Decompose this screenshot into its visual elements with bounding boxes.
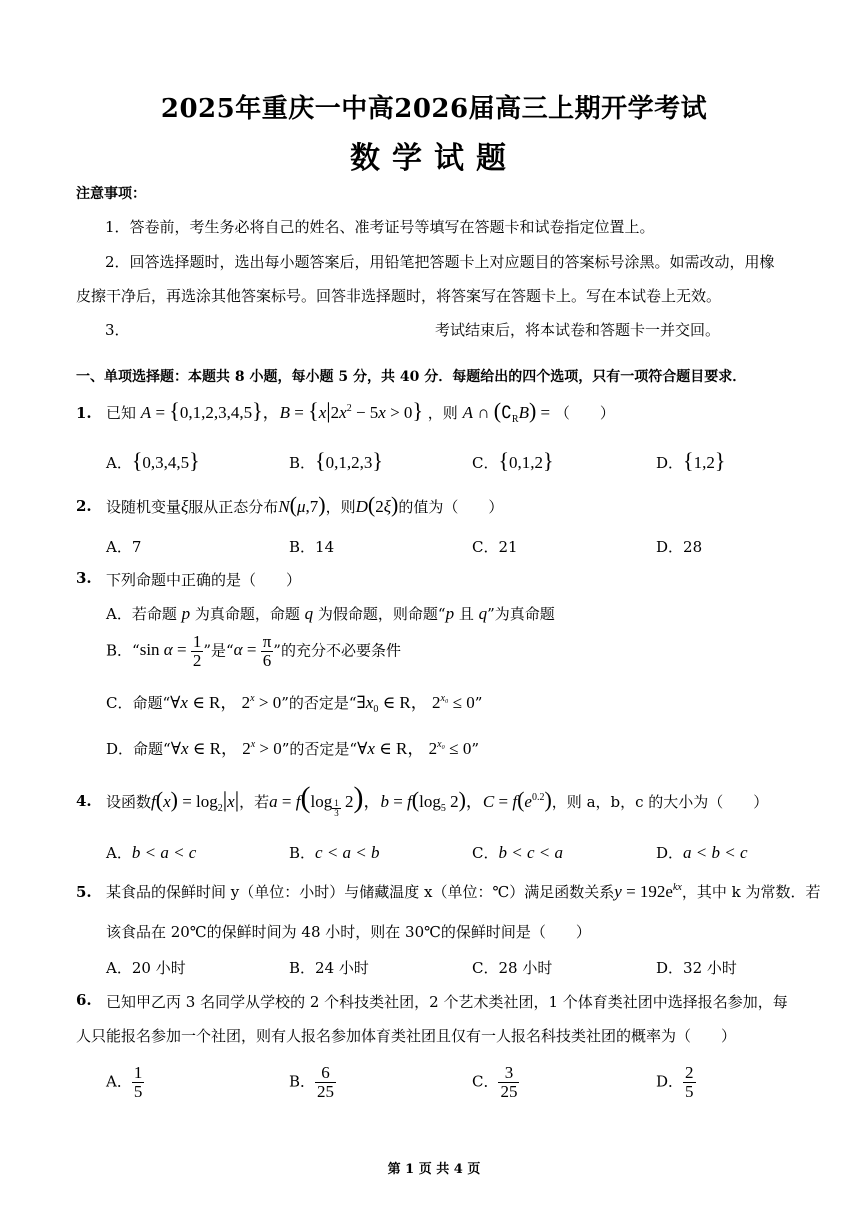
q6-line-2: 人只能报名参加一个社团，则有人报名参加体育类社团且仅有一人报名科技类社团的概率为（ ） <box>76 1027 737 1045</box>
section-1-heading: 一、单项选择题：本题共 8 小题，每小题 5 分，共 40 分．每题给出的四个选项，只有一项符合题目要求． <box>76 369 747 385</box>
q6-option-d: D． $\frac{2}{5}$ <box>656 1063 694 1101</box>
q3-stem: 下列命题中正确的是（ ） <box>106 571 302 589</box>
q4-stem: 设函数$f(x) = \log_2|x|$，若a = f(log $_{\frac{1}{3}}$ 2)，$b = f(\log_5$ 2)，$C = f(e^{0.2})$，则 a，b，c 的大小为（ ） <box>106 781 769 819</box>
q1-option-b: B．{0,1,2,3} <box>289 448 383 473</box>
notice-item-3-number: 3． <box>105 321 130 339</box>
notice-heading: 注意事项： <box>76 186 146 202</box>
q5-option-a: A．20 小时 <box>106 959 186 977</box>
exam-title: 2025年重庆一中高2026届高三上期开学考试 <box>160 94 708 124</box>
q2-stem: 设随机变量ξ服从正态分布N(μ,7)，则D(2ξ)的值为（ ） <box>106 492 504 517</box>
q1-stem: 已知 A = {0,1,2,3,4,5}，$B = \{x|2x^2 - 5x > 0\}$ ，则 A ∩ $(∁_RB)$ = （ ） <box>106 398 615 425</box>
q3-option-b: B．“sin α = $\frac{1}{2}$ ”是“α = $\frac{\pi}{6}$ ”的充分不必要条件 <box>106 632 401 670</box>
q4-option-b: B．c < a < b <box>289 843 380 862</box>
q6-number: 6. <box>76 991 92 1009</box>
notice-item-3-text: 考试结束后，将本试卷和答题卡一并交回。 <box>435 321 721 339</box>
q3-number: 3. <box>76 569 92 587</box>
exam-subtitle: 数学试题 <box>350 141 518 176</box>
q6-line-1: 已知甲乙丙 3 名同学从学校的 2 个科技类社团，2 个艺术类社团，1 个体育类社团中选择报名参加，每 <box>106 993 788 1011</box>
q3-option-c: C．命题“∀x ∈ R， $2^x > 0$”的否定是“$\exists x_0$ ∈ R， $2^{x_0} \le 0$” <box>106 693 483 715</box>
q4-number: 4. <box>76 792 92 810</box>
notice-item-2-line-1: 2．回答选择题时，选出每小题答案后，用铅笔把答题卡上对应题目的答案标号涂黑。如需改动，用橡 <box>105 253 775 271</box>
q5-option-d: D．32 小时 <box>656 959 737 977</box>
q3-option-d: D．命题“∀x ∈ R， $2^x > 0$”的否定是“∀x ∈ R， $2^{x_0} \le 0$” <box>106 739 480 758</box>
q4-option-d: D．a < b < c <box>656 843 748 862</box>
notice-item-1: 1．答卷前，考生务必将自己的姓名、准考证号等填写在答题卡和试卷指定位置上。 <box>105 218 655 236</box>
q4-option-a: A．b < a < c <box>106 843 197 862</box>
q1-option-d: D．{1,2} <box>656 448 726 473</box>
q6-option-b: B． $\frac{6}{25}$ <box>289 1063 335 1101</box>
q5-option-c: C．28 小时 <box>472 959 553 977</box>
q2-option-d: D．28 <box>656 538 703 556</box>
q5-line-1: 某食品的保鲜时间 y（单位：小时）与储藏温度 x（单位：℃）满足函数关系$y = 192e^{kx}$，其中 k 为常数．若 <box>106 882 821 901</box>
q6-option-c: C． $\frac{3}{25}$ <box>472 1063 518 1101</box>
q2-option-c: C．21 <box>472 538 518 556</box>
q1-option-a: A．{0,3,4,5} <box>106 448 200 473</box>
q2-option-a: A．7 <box>106 538 142 556</box>
page-footer: 第 1 页 共 4 页 <box>387 1162 481 1177</box>
q1-option-c: C．{0,1,2} <box>472 448 554 473</box>
q5-line-2: 该食品在 20℃的保鲜时间为 48 小时，则在 30℃的保鲜时间是（ ） <box>106 923 591 941</box>
q5-number: 5. <box>76 883 92 901</box>
q2-option-b: B．14 <box>289 538 335 556</box>
q5-option-b: B．24 小时 <box>289 959 369 977</box>
q2-number: 2. <box>76 497 92 515</box>
q4-option-c: C．b < c < a <box>472 843 563 862</box>
q1-number: 1. <box>76 404 92 422</box>
q6-option-a: A． $\frac{1}{5}$ <box>106 1063 143 1101</box>
notice-item-2-line-2: 皮擦干净后，再选涂其他答案标号。回答非选择题时，将答案写在答题卡上。写在本试卷上无效。 <box>76 287 722 305</box>
q3-option-a: A．若命题 p 为真命题，命题 q 为假命题，则命题“p 且 q”为真命题 <box>106 604 555 623</box>
